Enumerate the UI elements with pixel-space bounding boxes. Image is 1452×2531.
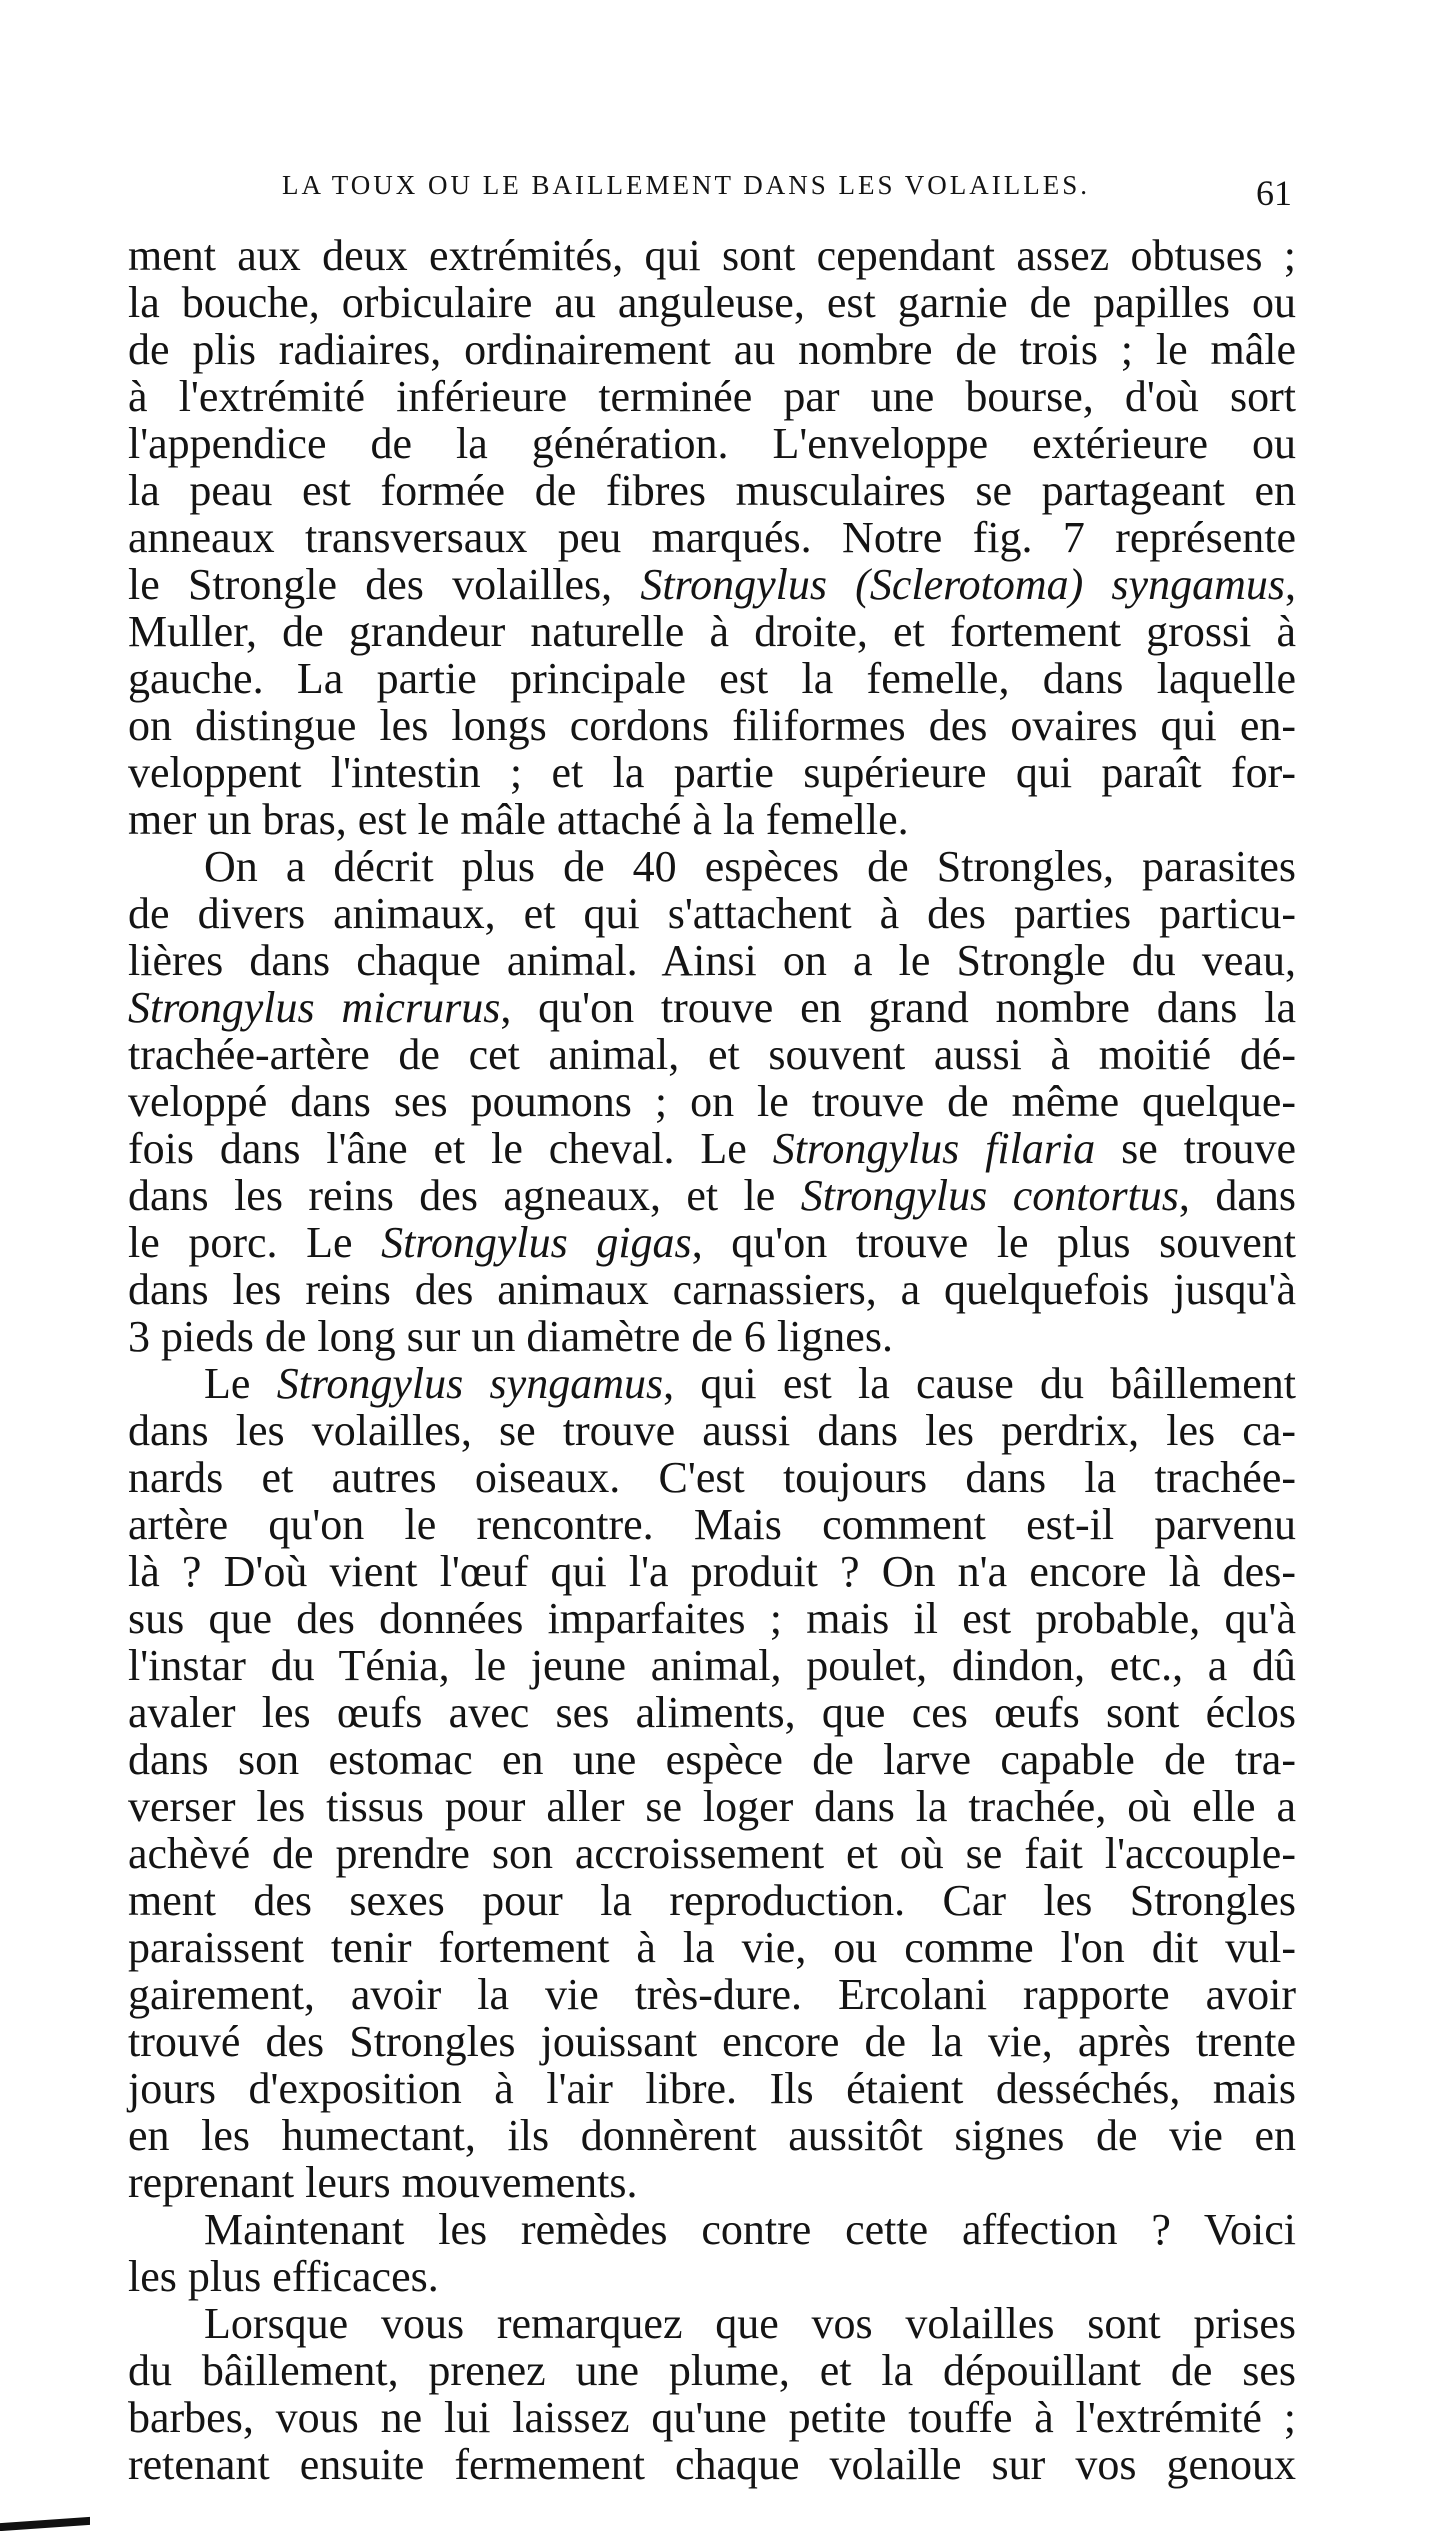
text-line: mer un bras, est le mâle attaché à la femelle. [128, 795, 909, 844]
text-line: de divers animaux, et qui s'attachent à des parties particu- [128, 889, 1296, 938]
body-text [128, 232, 1296, 2488]
text-line: ment des sexes pour la reproduction. Car les Strongles [128, 1876, 1296, 1925]
text-line: veloppent l'intestin ; et la partie supérieure qui paraît for- [128, 748, 1296, 797]
text-line: en les humectant, ils donnèrent aussitôt signes de vie en [128, 2111, 1296, 2160]
text-line: les plus efficaces. [128, 2252, 439, 2301]
text-line: Muller, de grandeur naturelle à droite, et fortement grossi à [128, 607, 1296, 656]
text-line: dans les reins des animaux carnassiers, a quelquefois jusqu'à [128, 1265, 1296, 1314]
text-line: artère qu'on le rencontre. Mais comment est-il parvenu [128, 1500, 1296, 1549]
text-line: On a décrit plus de 40 espèces de Strongles, parasites [204, 842, 1296, 891]
text-line: la peau est formée de fibres musculaires se partageant en [128, 466, 1296, 515]
text-line: gauche. La partie principale est la femelle, dans laquelle [128, 654, 1296, 703]
text-line: dans son estomac en une espèce de larve capable de tra- [128, 1735, 1296, 1784]
text-line: reprenant leurs mouvements. [128, 2158, 638, 2207]
text-line: là ? D'où vient l'œuf qui l'a produit ? On n'a encore là des- [128, 1547, 1296, 1596]
text-line: Lorsque vous remarquez que vos volailles sont prises [204, 2299, 1296, 2348]
text-line: Le Strongylus syngamus, qui est la cause du bâillement [204, 1359, 1297, 1408]
text-line: gairement, avoir la vie très-dure. Ercolani rapporte avoir [128, 1970, 1296, 2019]
text-line: ment aux deux extrémités, qui sont cependant assez obtuses ; [128, 231, 1296, 280]
running-title: LA TOUX OU LE BAILLEMENT DANS LES VOLAILLES. [282, 170, 1090, 200]
text-line: trachée-artère de cet animal, et souvent aussi à moitié dé- [128, 1030, 1296, 1079]
text-line: paraissent tenir fortement à la vie, ou comme l'on dit vul- [128, 1923, 1296, 1972]
text-line: anneaux transversaux peu marqués. Notre fig. 7 représente [128, 513, 1296, 562]
text-line: barbes, vous ne lui laissez qu'une petite touffe à l'extrémité ; [128, 2393, 1296, 2442]
scan-edge-mark [0, 2517, 90, 2531]
text-line: on distingue les longs cordons filiformes des ovaires qui en- [128, 701, 1296, 750]
text-line: fois dans l'âne et le cheval. Le Strongylus filaria se trouve [128, 1124, 1297, 1173]
text-line: retenant ensuite fermement chaque volaille sur vos genoux [128, 2440, 1296, 2489]
text-line: avaler les œufs avec ses aliments, que ces œufs sont éclos [128, 1688, 1296, 1737]
page-number: 61 [1256, 173, 1292, 213]
text-line: dans les volailles, se trouve aussi dans les perdrix, les ca- [128, 1406, 1296, 1455]
text-line: verser les tissus pour aller se loger dans la trachée, où elle a [128, 1782, 1296, 1831]
text-line: de plis radiaires, ordinairement au nombre de trois ; le mâle [128, 325, 1296, 374]
text-line: jours d'exposition à l'air libre. Ils étaient desséchés, mais [128, 2064, 1296, 2113]
text-line: Strongylus micrurus, qu'on trouve en grand nombre dans la [128, 983, 1296, 1032]
text-line: trouvé des Strongles jouissant encore de la vie, après trente [128, 2017, 1296, 2066]
text-line: veloppé dans ses poumons ; on le trouve de même quelque- [128, 1077, 1296, 1126]
text-line: la bouche, orbiculaire au anguleuse, est garnie de papilles ou [128, 278, 1296, 327]
text-line: le porc. Le Strongylus gigas, qu'on trouve le plus souvent [128, 1218, 1296, 1267]
text-line: le Strongle des volailles, Strongylus (Sclerotoma) syngamus, [128, 560, 1296, 609]
text-line: sus que des données imparfaites ; mais il est probable, qu'à [128, 1594, 1296, 1643]
text-line: achèvé de prendre son accroissement et où se fait l'accouple- [128, 1829, 1296, 1878]
text-line: dans les reins des agneaux, et le Strongylus contortus, dans [128, 1171, 1296, 1220]
text-line: à l'extrémité inférieure terminée par une bourse, d'où sort [128, 372, 1296, 421]
text-line: nards et autres oiseaux. C'est toujours dans la trachée- [128, 1453, 1296, 1502]
text-line: 3 pieds de long sur un diamètre de 6 lignes. [128, 1312, 893, 1361]
text-line: lières dans chaque animal. Ainsi on a le Strongle du veau, [128, 936, 1296, 985]
text-line: du bâillement, prenez une plume, et la dépouillant de ses [128, 2346, 1296, 2395]
text-line: l'appendice de la génération. L'enveloppe extérieure ou [128, 419, 1296, 468]
text-line: l'instar du Ténia, le jeune animal, poulet, dindon, etc., a dû [128, 1641, 1296, 1690]
text-line: Maintenant les remèdes contre cette affection ? Voici [204, 2205, 1296, 2254]
